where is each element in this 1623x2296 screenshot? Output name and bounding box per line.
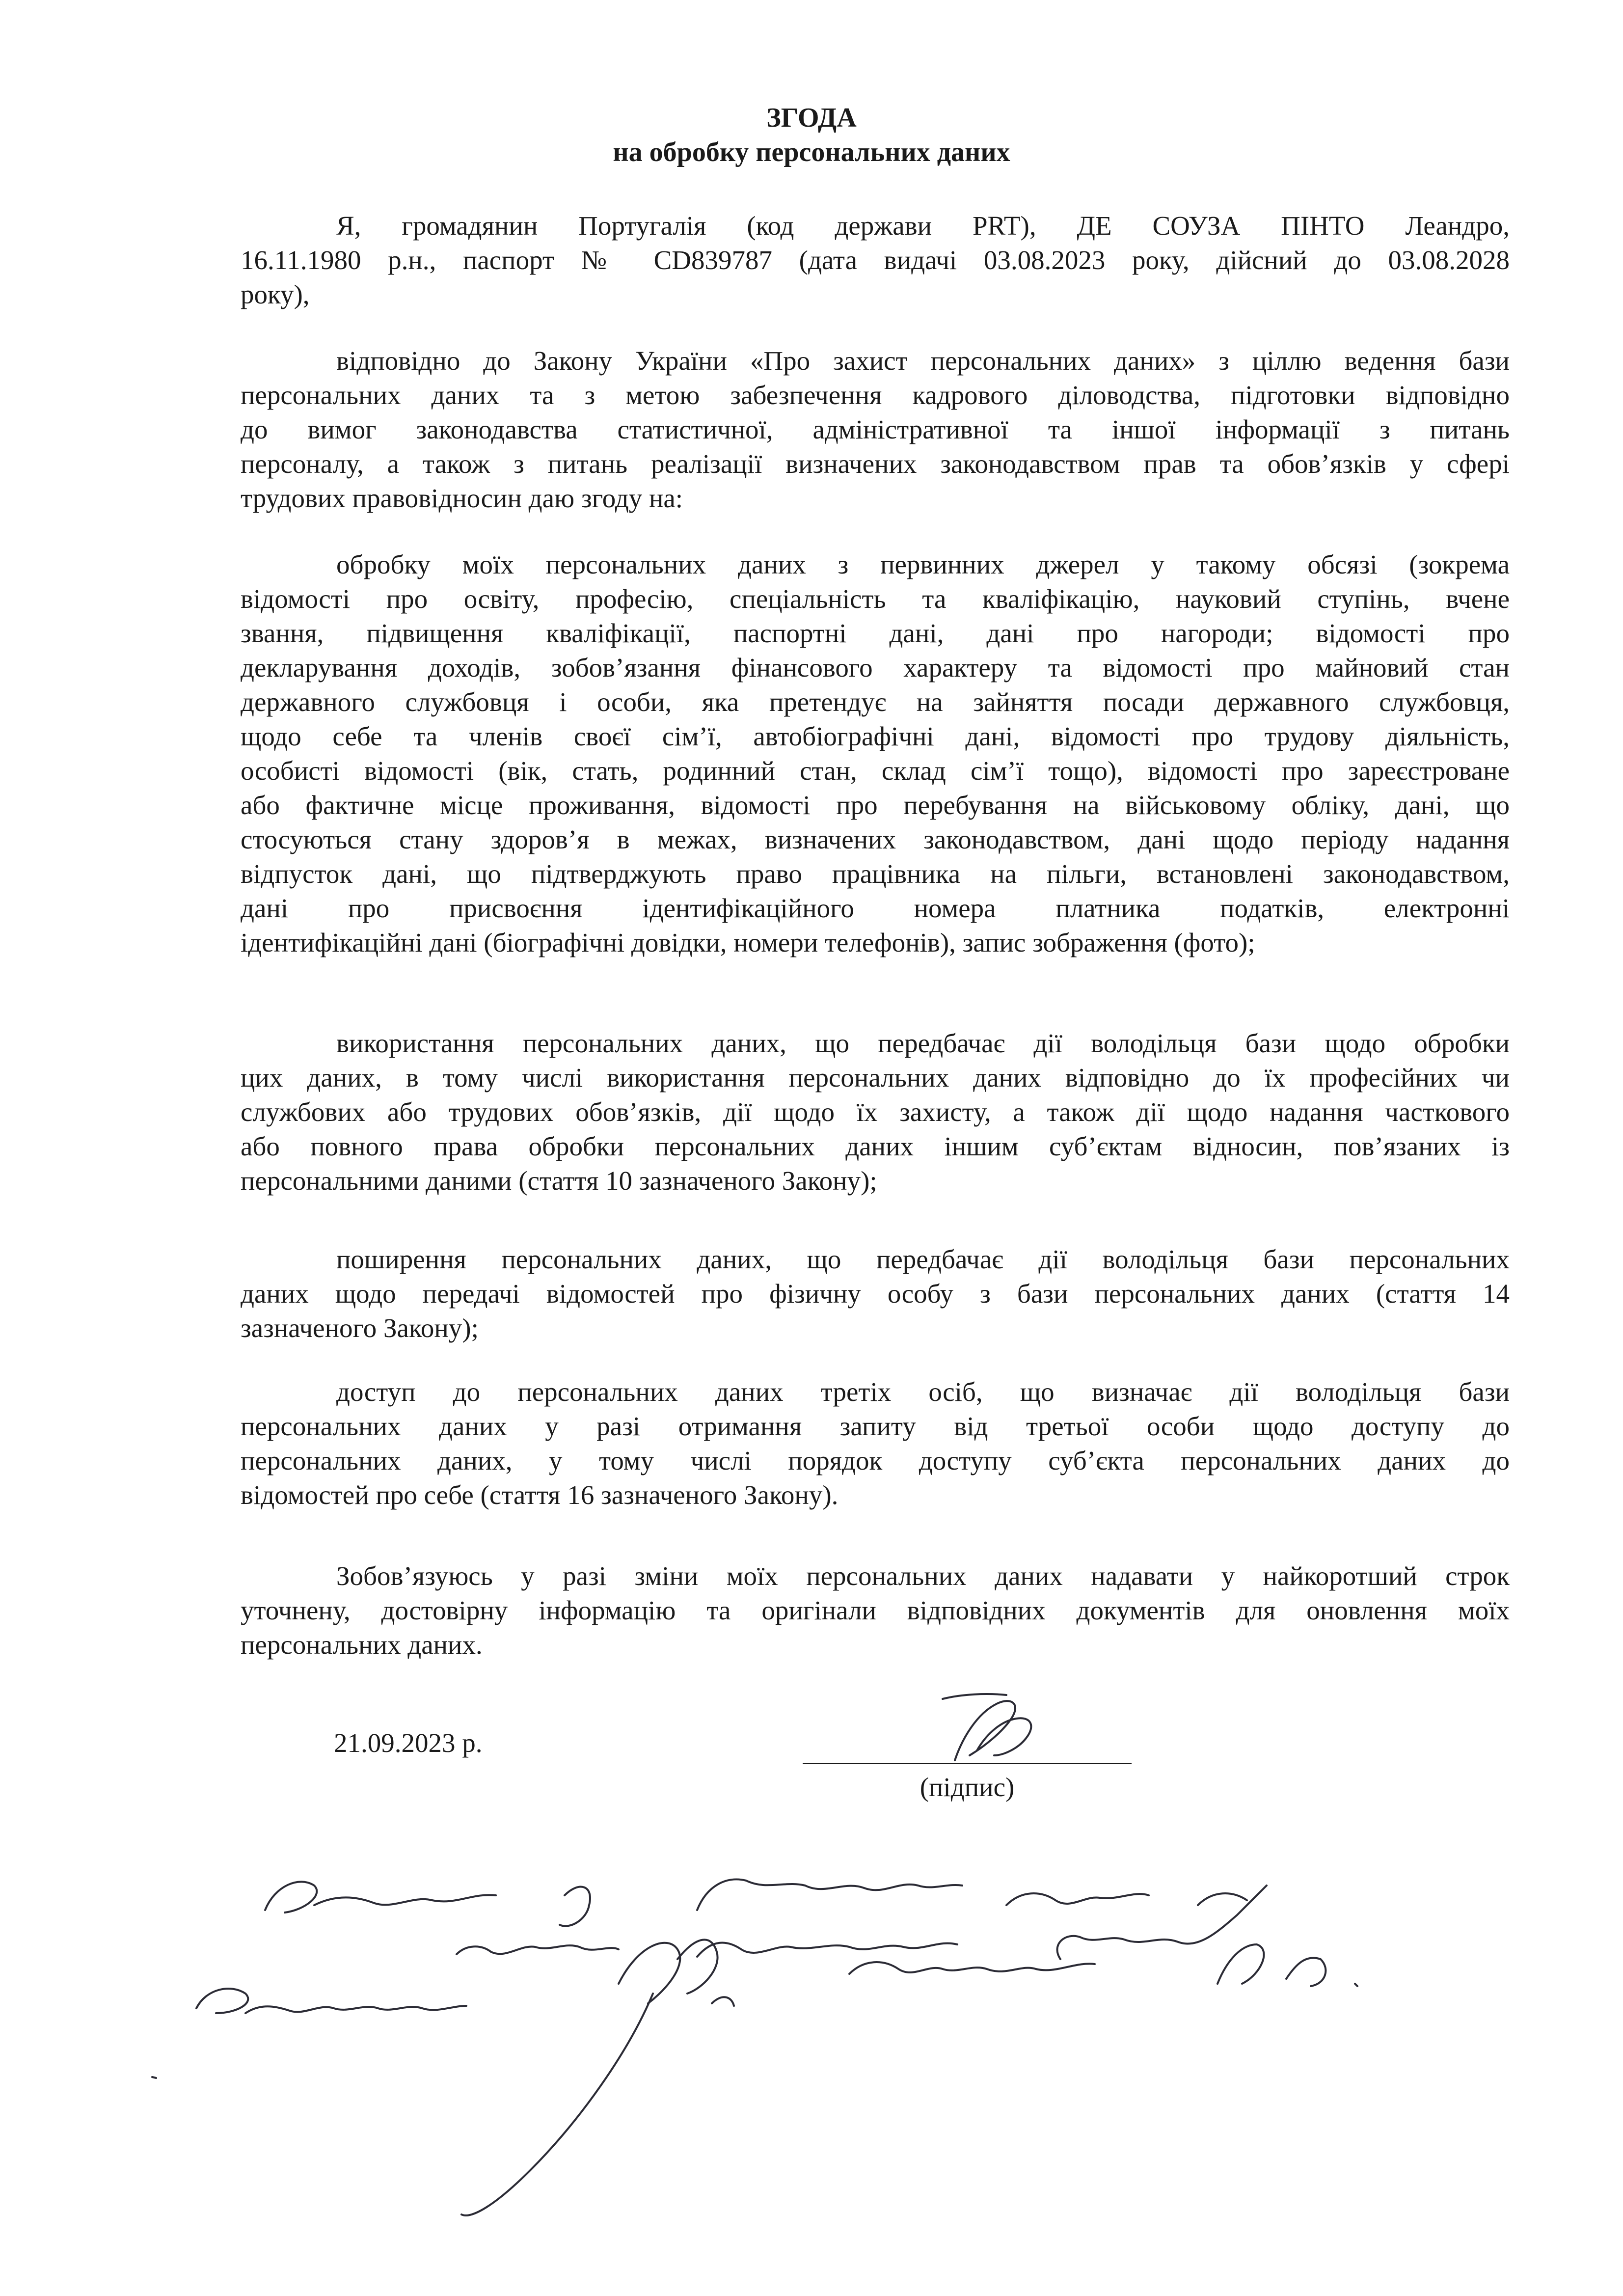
paragraph-line: року), (241, 279, 310, 309)
document-title: ЗГОДА (766, 103, 857, 133)
document-date: 21.09.2023 р. (334, 1728, 483, 1758)
paragraph-line: доступ до персональних даних третіх осіб, що визначає дії володільця бази (336, 1377, 1510, 1407)
paragraph-line: стосуються стану здоров’я в межах, визначених законодавством, дані щодо періоду надання (241, 824, 1510, 854)
paragraph-line: персональними даними (стаття 10 зазначеного Закону); (241, 1166, 877, 1196)
paragraph-line: до вимог законодавства статистичної, адміністративної та іншої інформації з питань (241, 414, 1510, 444)
signature-label: (підпис) (920, 1772, 1015, 1802)
paragraph-line: відомостей про себе (стаття 16 зазначеного Закону). (241, 1480, 839, 1510)
paragraph-line: державного службовця і особи, яка претендує на зайняття посади державного службовця, (241, 687, 1510, 717)
paragraph-line: персональних даних у разі отримання запиту від третьої особи щодо доступу до (241, 1411, 1510, 1441)
paragraph-line: Я, громадянин Португалія (код держави PRT), ДЕ СОУЗА ПІНТО Леандро, (336, 211, 1510, 241)
paragraph-line: персональних даних, у тому числі порядок доступу суб’єкта персональних даних до (241, 1446, 1510, 1476)
paragraph-line: персоналу, а також з питань реалізації визначених законодавством прав та обов’язків у сфері (241, 449, 1510, 479)
paragraph-line: ідентифікаційні дані (біографічні довідки, номери телефонів), запис зображення (фото); (241, 928, 1255, 957)
paragraph-line: Зобов’язуюсь у разі зміни моїх персональних даних надавати у найкоротший строк (336, 1561, 1510, 1591)
paragraph-line: поширення персональних даних, що передбачає дії володільця бази персональних (336, 1244, 1510, 1274)
paragraph-line: службових або трудових обов’язків, дії щодо їх захисту, а також дії щодо надання часткового (241, 1097, 1510, 1127)
paragraph-line: особисті відомості (вік, стать, родинний стан, склад сім’ї тощо), відомості про зареєстроване (241, 756, 1510, 786)
document-subtitle: на обробку персональних даних (613, 137, 1010, 167)
paragraph-line: персональних даних. (241, 1630, 483, 1660)
paragraph-line: або повного права обробки персональних даних іншим суб’єктам відносин, пов’язаних із (241, 1131, 1510, 1161)
paragraph-line: трудових правовідносин даю згоду на: (241, 483, 683, 513)
paragraph-line: щодо себе та членів своєї сім’ї, автобіографічні дані, відомості про трудову діяльність, (241, 721, 1510, 751)
paragraph-line: цих даних, в тому числі використання персональних даних відповідно до їх професійних чи (241, 1063, 1510, 1093)
paragraph-line: даних щодо передачі відомостей про фізичну особу з бази персональних даних (стаття 14 (241, 1279, 1510, 1309)
paragraph-line: 16.11.1980 р.н., паспорт № CD839787 (дата видачі 03.08.2023 року, дійсний до 03.08.2028 (241, 245, 1510, 275)
paragraph-line: уточнену, достовірну інформацію та оригінали відповідних документів для оновлення моїх (241, 1595, 1510, 1625)
paragraph-line: зазначеного Закону); (241, 1313, 479, 1343)
handwriting-line-3 (196, 1944, 1357, 2013)
paragraph-line: декларування доходів, зобов’язання фінансового характеру та відомості про майновий стан (241, 653, 1510, 683)
paragraph-line: використання персональних даних, що передбачає дії володільця бази щодо обробки (336, 1028, 1510, 1058)
translator-signature (461, 1940, 734, 2215)
handwriting-line-1 (265, 1880, 1247, 1926)
paragraph-line: відпусток дані, що підтверджують право працівника на пільги, встановлені законодавством, (241, 859, 1510, 889)
paragraph-line: персональних даних та з метою забезпечення кадрового діловодства, підготовки відповідно (241, 380, 1510, 410)
paragraph-line: обробку моїх персональних даних з первинних джерел у такому обсязі (зокрема (336, 549, 1510, 579)
paragraph-line: або фактичне місце проживання, відомості про перебування на військовому обліку, дані, що (241, 790, 1510, 820)
paragraph-line: звання, підвищення кваліфікації, паспортні дані, дані про нагороди; відомості про (241, 618, 1510, 648)
signature-mark (943, 1694, 1031, 1760)
paragraph-line: відповідно до Закону України «Про захист персональних даних» з ціллю ведення бази (336, 346, 1510, 376)
paragraph-line: дані про присвоєння ідентифікаційного номера платника податків, електронні (241, 893, 1510, 923)
paragraph-line: відомості про освіту, професію, спеціальність та кваліфікацію, науковий ступінь, вчене (241, 584, 1510, 614)
